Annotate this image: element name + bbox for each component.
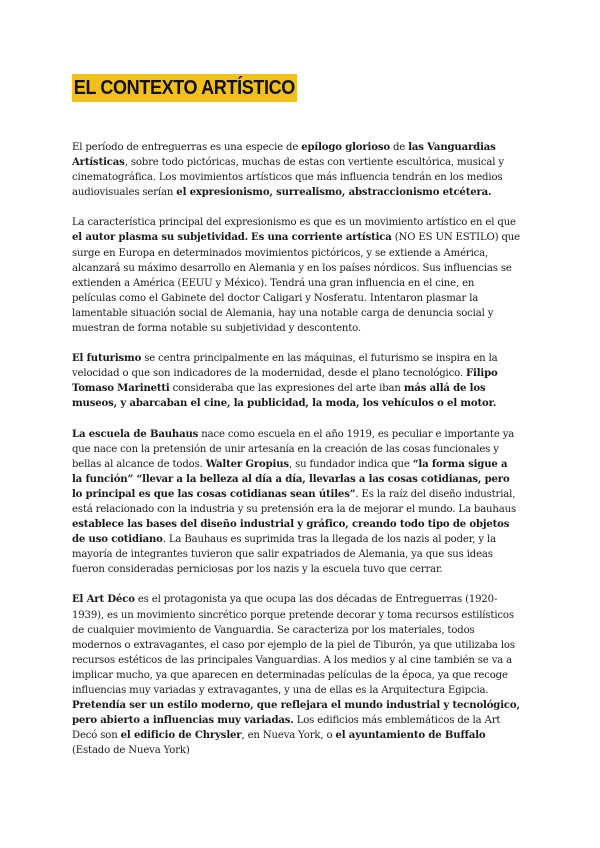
bold-text: el expresionismo, surrealismo, abstraccionismo etcétera.	[176, 187, 492, 199]
paragraph-expresionismo	[72, 215, 520, 336]
paragraph-bauhaus	[72, 427, 520, 578]
text-segment: . Es la raíz del diseño industrial, está relacionado con la industria y su pretensión era la de mejorar el mundo. La bauhaus	[72, 488, 517, 515]
bold-text: Es una corriente artística	[251, 232, 392, 244]
bold-text: Walter Gropius	[205, 458, 289, 470]
bold-text: “la forma sigue a la función” “llevar a la belleza al día a día, llevarlas a las cosas cotidianas, pero lo principal es que las cosas cotidianas sean útiles”	[72, 458, 510, 500]
bold-text: el autor plasma su subjetividad.	[72, 232, 248, 244]
text-segment: (NO ES UN ESTILO) que surge en Europa en determinados movimientos pictóricos, y se extiende a América, alcanzará su máximo desarrollo en Alemania y en los países nórdicos. Sus influencias se extienden a América (EEUU y México). Tendrá una gran influencia en el cine, en películas como el Gabinete del doctor Caligari y Nosferatu. Intentaron plasmar la lamentable situación social de Alemania, hay una notable carga de denuncia social y muestran de forma notable su subjetividad y descontento.	[72, 232, 520, 335]
text-segment: , en Nueva York, o	[241, 730, 336, 742]
text-segment: , sobre todo pictóricas, muchas de estas con vertiente escultórica, musical y cinematográfica. Los movimientos artísticos que más influencia tendrán en los medios audiovisuales serían	[72, 157, 504, 199]
text-segment: nace como escuela en el año 1919, es peculiar e importante ya que nace con la pretensión de unir artesanía en la creación de las cosas funcionales y bellas al alcance de todos.	[72, 428, 515, 470]
bold-text: La escuela de Bauhaus	[72, 428, 199, 440]
text-segment: consideraba que las expresiones del arte iban	[169, 383, 404, 395]
text-segment: de	[389, 142, 409, 153]
text-segment: (Estado de Nueva York)	[72, 745, 190, 757]
bold-text: establece las bases del diseño industrial y gráfico, creando todo tipo de objetos de uso cotidiano	[72, 519, 510, 546]
paragraph-intro	[72, 140, 520, 200]
bold-text: El Art Déco	[72, 594, 135, 606]
text-segment: se centra principalmente en las máquinas, el futurismo se inspira en la velocidad o que son indicadores de la modernidad, desde el plano tecnológico.	[72, 353, 498, 380]
bold-text: las Vanguardias Artísticas	[72, 142, 496, 169]
paragraph-futurismo	[72, 351, 520, 411]
text-segment: La característica principal del expresionismo es que es un movimiento artístico en el que	[72, 217, 516, 229]
title-block	[72, 74, 322, 102]
bold-text: Pretendía ser un estilo moderno, que reflejara el mundo industrial y tecnológico, pero abierto a influencias muy variadas.	[72, 700, 520, 727]
page-title: EL CONTEXTO ARTÍSTICO	[72, 74, 297, 102]
text-segment: , su fundador indica que	[288, 458, 413, 470]
bold-text: el ayuntamiento de Buffalo	[335, 730, 486, 742]
text-segment: . La Bauhaus es suprimida tras la llegada de los nazis al poder, y la mayoría de integrantes tuvieron que salir expatriados de Alemania, ya que sus ideas fueron consideradas perniciosas por los nazis y la escuela tuvo que cerrar.	[72, 534, 496, 576]
bold-text: el edificio de Chrysler	[120, 730, 242, 742]
bold-text: más allá de los museos, y abarcaban el cine, la publicidad, la moda, los vehículos o el motor.	[72, 383, 497, 410]
text-segment: El período de entreguerras es una especie de	[72, 142, 302, 153]
bold-text: El futurismo	[72, 353, 142, 365]
bold-text: epílogo glorioso	[301, 142, 390, 153]
text-segment: es el protagonista ya que ocupa las dos décadas de Entreguerras (1920-1939), es un movimiento sincrético porque pretende decorar y toma recursos estilísticos de cualquier movimiento de Vanguardia. Se caracteriza por los materiales, todos modernos o extravagantes, el caso por ejemplo de la piel de Tiburón, ya que utilizaba los recursos estéticos de las principales Vanguardias. A los medios y al cine también se va a implicar mucho, ya que aparecen en determinadas películas de la época, ya que recoge influencias muy variadas y extravagantes, y una de ellas es la Arquitectura Egipcia.	[72, 594, 515, 696]
bold-text: Filipo Tomaso Marinetti	[72, 368, 498, 395]
paragraph-art-deco	[72, 592, 520, 758]
text-segment: Los edificios más emblemáticos de la Art Decó son	[72, 715, 501, 742]
document-body	[72, 140, 520, 773]
